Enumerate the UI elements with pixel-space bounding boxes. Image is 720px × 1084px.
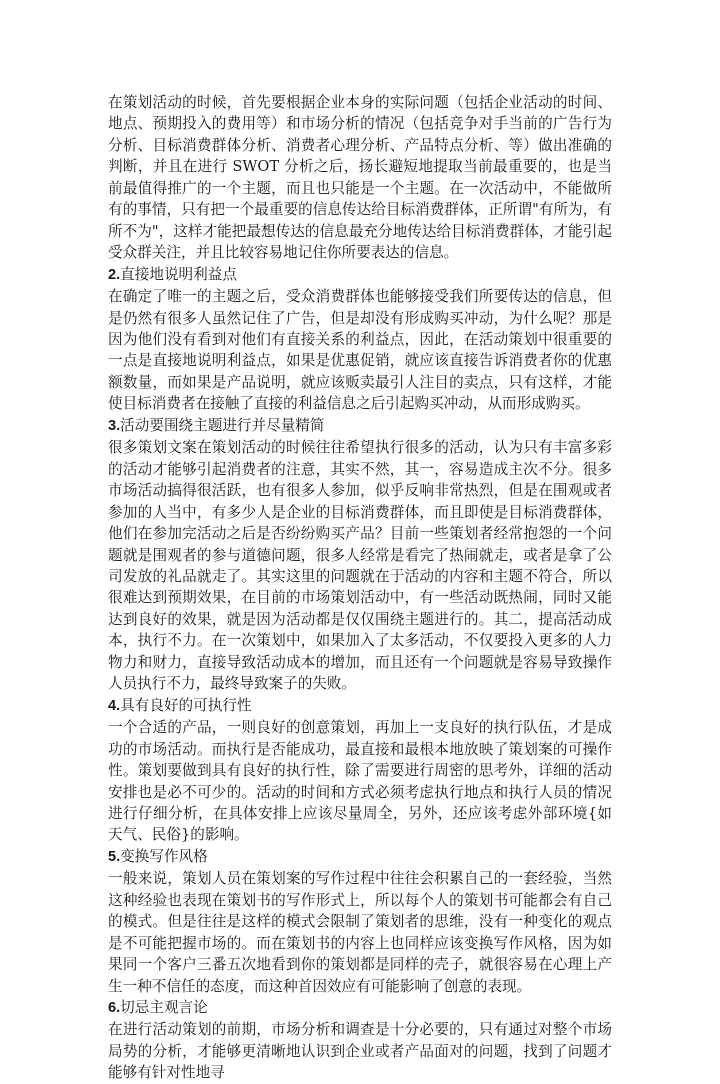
section-number: 5. xyxy=(108,848,121,865)
section-body-5: 一般来说，策划人员在策划案的写作过程中往往会积累自己的一套经验，当然这种经验也表现在策划书的写作形式上，所以每个人的策划书可能都会有自己的模式。但是往往是这样的模式会限制了策划者的思维，没有一种变化的观点是不可能把握市场的。而在策划书的内容上也同样应该变换写作风格，因为如果同一个客户三番五次地看到你的策划都是同样的壳子，就很容易在心理上产生一种不信任的态度，而这种首因效应有可能影响了创意的表现。 xyxy=(108,870,612,995)
section-body-6: 在进行活动策划的前期，市场分析和调查是十分必要的，只有通过对整个市场局势的分析，才能够更清晰地认识到企业或者产品面对的问题，找到了问题才能够有针对性地寻 xyxy=(108,1021,612,1082)
section-heading-2 xyxy=(108,264,612,286)
section-title: 变换写作风格 xyxy=(120,847,208,865)
intro-paragraph: 在策划活动的时候，首先要根据企业本身的实际问题（包括企业活动的时间、地点、预期投入的费用等）和市场分析的情况（包括竞争对手当前的广告行为分析、目标消费群体分析、消费者心理分析、产品特点分析、等）做出准确的判断，并且在进行 SWOT 分析之后，扬长避短地提取当前最重要的，也是当前最值得推广的一个主题，而且也只能是一个主题。在一次活动中，不能做所有的事情，只有把一个最重要的信息传达给目标消费群体，正所谓"有所为，有所不为"，这样才能把最想传达的信息最充分地传达给目标消费群体，才能引起受众群关注，并且比较容易地记住你所要表达的信息。 xyxy=(108,94,612,262)
section-number: 6. xyxy=(108,1000,121,1017)
section-body-4: 一个合适的产品，一则良好的创意策划，再加上一支良好的执行队伍，才是成功的市场活动。而执行是否能成功，最直接和最根本地放映了策划案的可操作性。策划要做到具有良好的执行性，除了需要进行周密的思考外，详细的活动安排也是必不可少的。活动的时间和方式必须考虑执行地点和执行人员的情况进行仔细分析，在具体安排上应该尽量周全，另外，还应该考虑外部环境{如天气、民俗}的影响。 xyxy=(108,719,612,844)
section-body-2: 在确定了唯一的主题之后，受众消费群体也能够接受我们所要传达的信息，但是仍然有很多人虽然记住了广告，但是却没有形成购买冲动，为什么呢？那是因为他们没有看到对他们有直接关系的利益点，因此，在活动策划中很重要的一点是直接地说明利益点，如果是优惠促销，就应该直接告诉消费者你的优惠额数量，而如果是产品说明，就应该贩卖最引人注目的卖点，只有这样，才能使目标消费者在接触了直接的利益信息之后引起购买冲动，从而形成购买。 xyxy=(108,288,612,413)
section-number: 3. xyxy=(108,417,121,434)
section-heading-6 xyxy=(108,997,612,1019)
section-heading-4 xyxy=(108,695,612,717)
section-title: 切忌主观言论 xyxy=(120,999,208,1017)
section-number: 2. xyxy=(108,266,121,283)
section-body-3: 很多策划文案在策划活动的时候往往希望执行很多的活动，认为只有丰富多彩的活动才能够引起消费者的注意，其实不然，其一，容易造成主次不分。很多市场活动搞得很活跃，也有很多人参加，似乎反响非常热烈，但是在围观或者参加的人当中，有多少人是企业的目标消费群体，而且即使是目标消费群体，他们在参加完活动之后是否纷纷购买产品？目前一些策划者经常抱怨的一个问题就是围观者的参与道德问题，很多人经常是看完了热闹就走，或者是拿了公司发放的礼品就走了。其实这里的问题就在于活动的内容和主题不符合，所以很难达到预期效果，在目前的市场策划活动中，有一些活动既热闹，同时又能达到良好的效果，就是因为活动都是仅仅围绕主题进行的。其二，提高活动成本，执行不力。在一次策划中，如果加入了太多活动，不仅要投入更多的人力物力和财力，直接导致活动成本的增加，而且还有一个问题就是容易导致操作人员执行不力，最终导致案子的失败。 xyxy=(108,439,612,693)
section-heading-3 xyxy=(108,415,612,437)
section-heading-5 xyxy=(108,846,612,868)
section-number: 4. xyxy=(108,697,121,714)
section-title: 具有良好的可执行性 xyxy=(120,696,252,714)
document-page xyxy=(108,92,612,1084)
section-title: 活动要围绕主题进行并尽量精简 xyxy=(120,416,325,434)
section-title: 直接地说明利益点 xyxy=(120,265,237,283)
